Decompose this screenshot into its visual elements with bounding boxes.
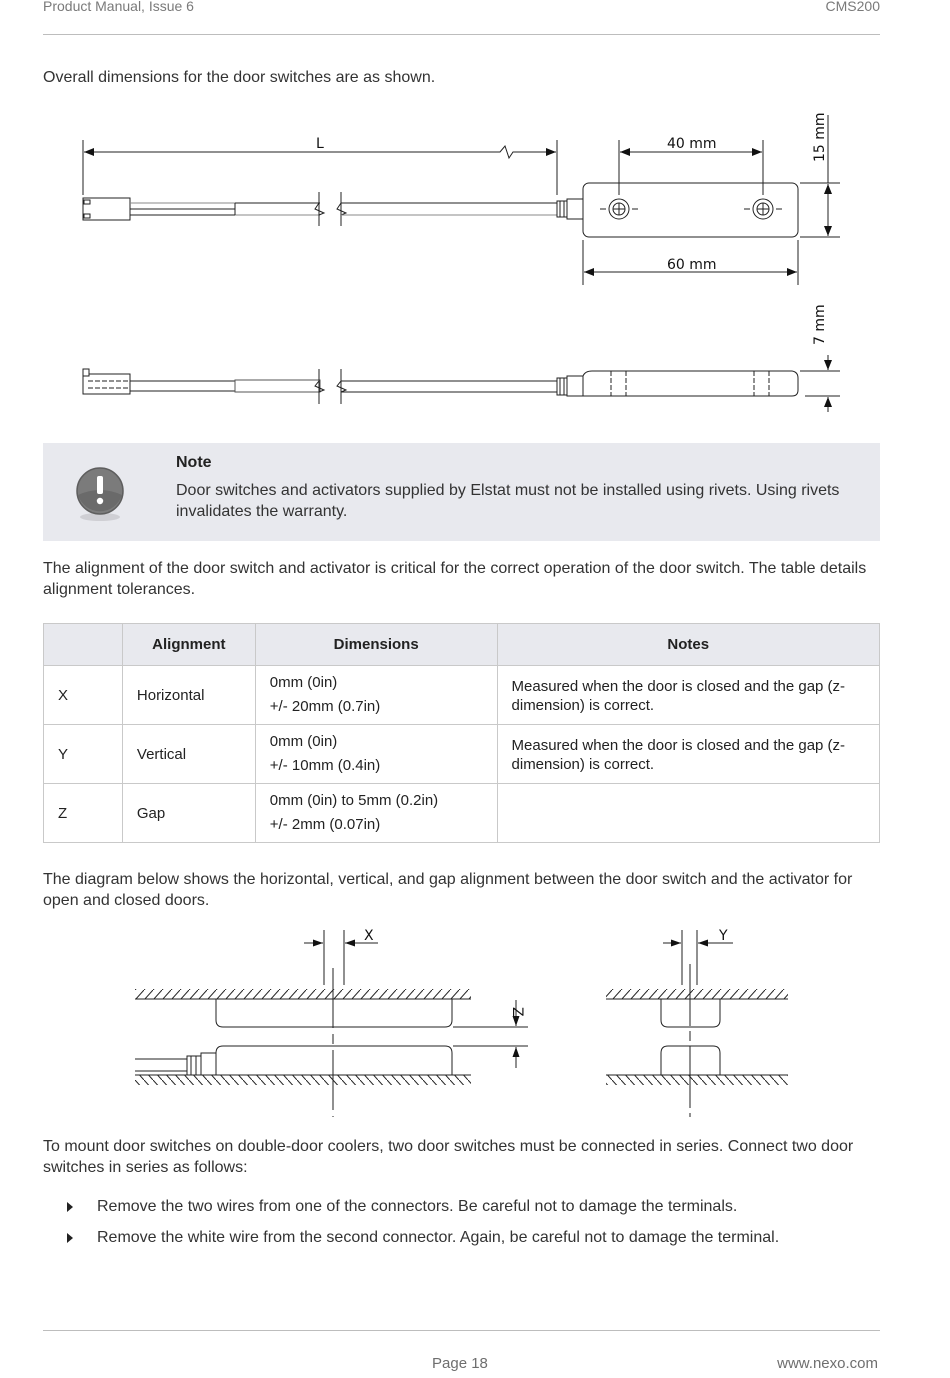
dimension-nominal: 0mm (0in)	[269, 733, 338, 750]
website-link[interactable]: www.nexo.com	[777, 1355, 878, 1372]
diagram-intro-paragraph: The diagram below shows the horizontal, vertical, and gap alignment between the door switch and the activator for open and closed doors.	[43, 871, 853, 909]
axis-cell: X	[44, 666, 123, 725]
steps-list	[43, 1196, 883, 1258]
dimensions-cell	[255, 666, 497, 725]
z-axis-label: Z	[509, 1007, 525, 1017]
hole-spacing-label: 40 mm	[667, 136, 717, 152]
bullet-triangle-icon	[67, 1233, 73, 1243]
list-item	[43, 1227, 883, 1248]
note-title: Note	[176, 454, 212, 471]
alignment-tolerance-table	[43, 623, 880, 843]
note-callout	[43, 443, 880, 541]
header-divider	[43, 34, 880, 35]
product-code: CMS200	[825, 0, 880, 14]
notes-cell	[497, 784, 879, 843]
body-width-label: 15 mm	[812, 112, 828, 162]
door-switch-dimension-diagram	[0, 100, 950, 430]
table-row	[44, 666, 880, 725]
alignment-intro-paragraph: The alignment of the door switch and activator is critical for the correct operation of the door switch. The table details alignment tolerances.	[43, 560, 867, 598]
step-text: Remove the two wires from one of the connectors. Be careful not to damage the terminals.	[97, 1198, 738, 1215]
dimensions-cell	[255, 784, 497, 843]
intro-paragraph: Overall dimensions for the door switches are as shown.	[43, 69, 436, 86]
x-axis-label: X	[364, 928, 374, 944]
alignment-cell: Horizontal	[122, 666, 255, 725]
dimension-tolerance: +/- 10mm (0.4in)	[269, 757, 381, 774]
dimensions-cell	[255, 725, 497, 784]
column-header-notes: Notes	[497, 624, 879, 666]
bullet-triangle-icon	[67, 1202, 73, 1212]
axis-cell: Y	[44, 725, 123, 784]
column-header-axis	[44, 624, 123, 666]
notes-cell: Measured when the door is closed and the gap (z-dimension) is correct.	[497, 666, 879, 725]
column-header-dimensions: Dimensions	[255, 624, 497, 666]
note-text: Door switches and activators supplied by Elstat must not be installed using rivets. Using rivets invalidates the warranty.	[176, 482, 840, 520]
notes-cell: Measured when the door is closed and the gap (z-dimension) is correct.	[497, 725, 879, 784]
length-label: L	[316, 136, 324, 152]
table-row	[44, 784, 880, 843]
alignment-cell: Vertical	[122, 725, 255, 784]
axis-cell: Z	[44, 784, 123, 843]
column-header-alignment: Alignment	[122, 624, 255, 666]
footer-divider	[43, 1330, 880, 1331]
exclamation-icon	[75, 467, 125, 523]
document-title: Product Manual, Issue 6	[43, 0, 194, 14]
body-height-label: 7 mm	[812, 304, 828, 345]
series-intro-paragraph: To mount door switches on double-door coolers, two door switches must be connected in series. Connect two door switches in series as follows:	[43, 1138, 854, 1176]
dimension-tolerance: +/- 2mm (0.07in)	[269, 816, 381, 833]
table-header-row	[44, 624, 880, 666]
dimension-nominal: 0mm (0in)	[269, 674, 338, 691]
dimension-nominal: 0mm (0in) to 5mm (0.2in)	[269, 792, 439, 809]
list-item	[43, 1196, 883, 1217]
alignment-diagram	[0, 920, 950, 1125]
page-number: Page 18	[432, 1355, 488, 1372]
dimension-tolerance: +/- 20mm (0.7in)	[269, 698, 381, 715]
table-row	[44, 725, 880, 784]
y-axis-label: Y	[719, 928, 728, 944]
step-text: Remove the white wire from the second connector. Again, be careful not to damage the terminal.	[97, 1229, 780, 1246]
alignment-cell: Gap	[122, 784, 255, 843]
body-length-label: 60 mm	[667, 257, 717, 273]
